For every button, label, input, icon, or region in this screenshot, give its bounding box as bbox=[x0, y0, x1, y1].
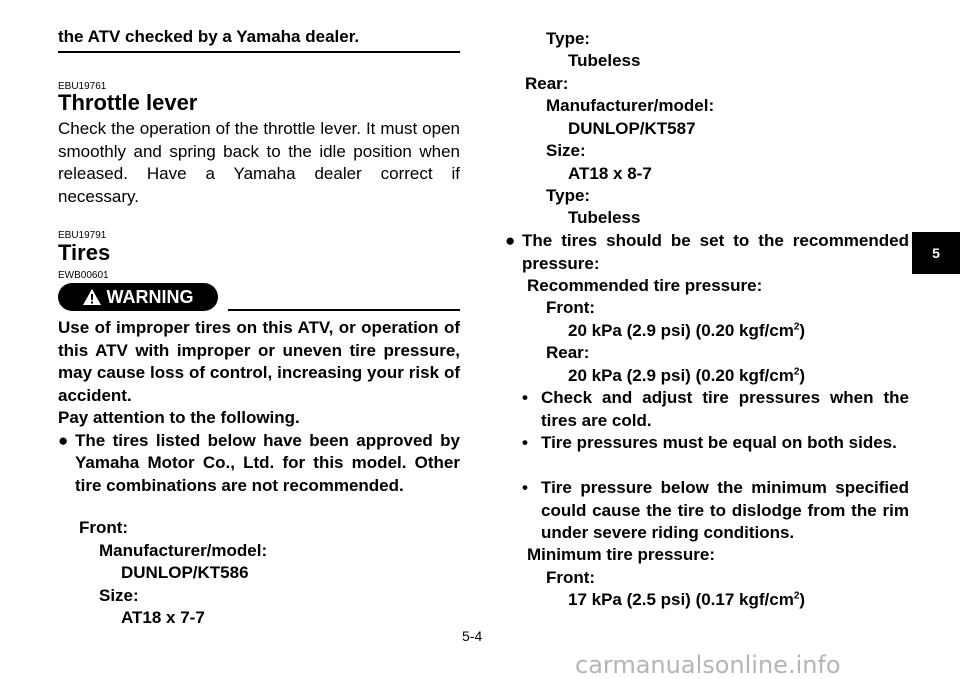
rec-front-value: 20 kPa (2.9 psi) (0.20 kgf/$cm^2$) bbox=[568, 321, 806, 340]
continued-heading: the ATV checked by a Yamaha dealer. bbox=[58, 27, 360, 46]
warning-rule bbox=[228, 309, 460, 311]
list-item bbox=[522, 387, 909, 432]
front-mm-value: DUNLOP/KT586 bbox=[121, 563, 249, 582]
section-title: Tires bbox=[58, 240, 111, 265]
warning-triangle-icon bbox=[83, 289, 101, 305]
watermark: carmanualsonline.info bbox=[575, 651, 841, 679]
page-number: 5-4 bbox=[462, 628, 483, 644]
bullet-text: The tires should be set to the recommended pressure: bbox=[522, 231, 909, 273]
rear-mm-label: Manufacturer/model: bbox=[546, 96, 715, 115]
bullet-text: Tire pressures must be equal on both sides. bbox=[541, 433, 897, 452]
rear-type-value: Tubeless bbox=[568, 208, 641, 227]
warning-block bbox=[58, 317, 460, 497]
list-item bbox=[505, 230, 909, 275]
front-size-label: Size: bbox=[99, 586, 139, 605]
chapter-tab: 5 bbox=[912, 232, 960, 274]
rear-label: Rear: bbox=[525, 74, 569, 93]
bullet-icon: • bbox=[522, 433, 528, 452]
warning-code: EWB00601 bbox=[58, 270, 109, 281]
list-item bbox=[522, 477, 909, 545]
front-label: Front: bbox=[79, 518, 129, 537]
bullet-icon: ● bbox=[58, 430, 69, 450]
bullet-icon: • bbox=[522, 388, 528, 407]
warning-badge bbox=[58, 283, 218, 311]
rear-mm-value: DUNLOP/KT587 bbox=[568, 119, 696, 138]
front-type-value: Tubeless bbox=[568, 51, 641, 70]
list-item bbox=[522, 432, 909, 455]
rec-rear-value: 20 kPa (2.9 psi) (0.20 kgf/$cm^2$) bbox=[568, 366, 806, 385]
section-title: Throttle lever bbox=[58, 90, 198, 115]
rec-front-label: Front: bbox=[546, 298, 596, 317]
warning-text: Use of improper tires on this ATV, or operation of this ATV with improper or uneven tire pressure, may cause loss of control, increasing your risk of accident. bbox=[58, 318, 460, 405]
rear-type-label: Type: bbox=[546, 186, 591, 205]
recommended-label: Recommended tire pressure: bbox=[527, 276, 763, 295]
warning-label: WARNING bbox=[106, 286, 194, 307]
section-code: EBU19761 bbox=[58, 81, 107, 92]
rear-size-label: Size: bbox=[546, 141, 586, 160]
front-type-label: Type: bbox=[546, 29, 591, 48]
attention-text: Pay attention to the following. bbox=[58, 408, 300, 427]
bullet-icon: ● bbox=[505, 231, 516, 250]
minimum-label: Minimum tire pressure: bbox=[527, 545, 715, 564]
throttle-body: Check the operation of the throttle lever. It must open smoothly and spring back to the idle position when released. Have a Yamaha dealer correct if necessary. bbox=[58, 119, 460, 206]
min-front-value: 17 kPa (2.5 psi) (0.17 kgf/$cm^2$) bbox=[568, 590, 806, 609]
list-item bbox=[58, 430, 460, 498]
bullet-text: The tires listed below have been approved by Yamaha Motor Co., Ltd. for this model. Other tire combinations are not recommended. bbox=[75, 430, 460, 495]
section-code: EBU19791 bbox=[58, 230, 107, 241]
rec-rear-label: Rear: bbox=[546, 343, 590, 362]
bullet-text: Tire pressure below the minimum specified could cause the tire to dislodge from the rim under severe riding conditions. bbox=[541, 478, 909, 542]
rear-size-value: AT18 x 8-7 bbox=[568, 164, 652, 183]
bullet-icon: • bbox=[522, 478, 528, 497]
min-front-label: Front: bbox=[546, 568, 596, 587]
heading-rule bbox=[58, 51, 460, 53]
front-size-value: AT18 x 7-7 bbox=[121, 608, 205, 627]
bullet-text: Check and adjust tire pressures when the tires are cold. bbox=[541, 388, 909, 430]
front-mm-label: Manufacturer/model: bbox=[99, 541, 268, 560]
